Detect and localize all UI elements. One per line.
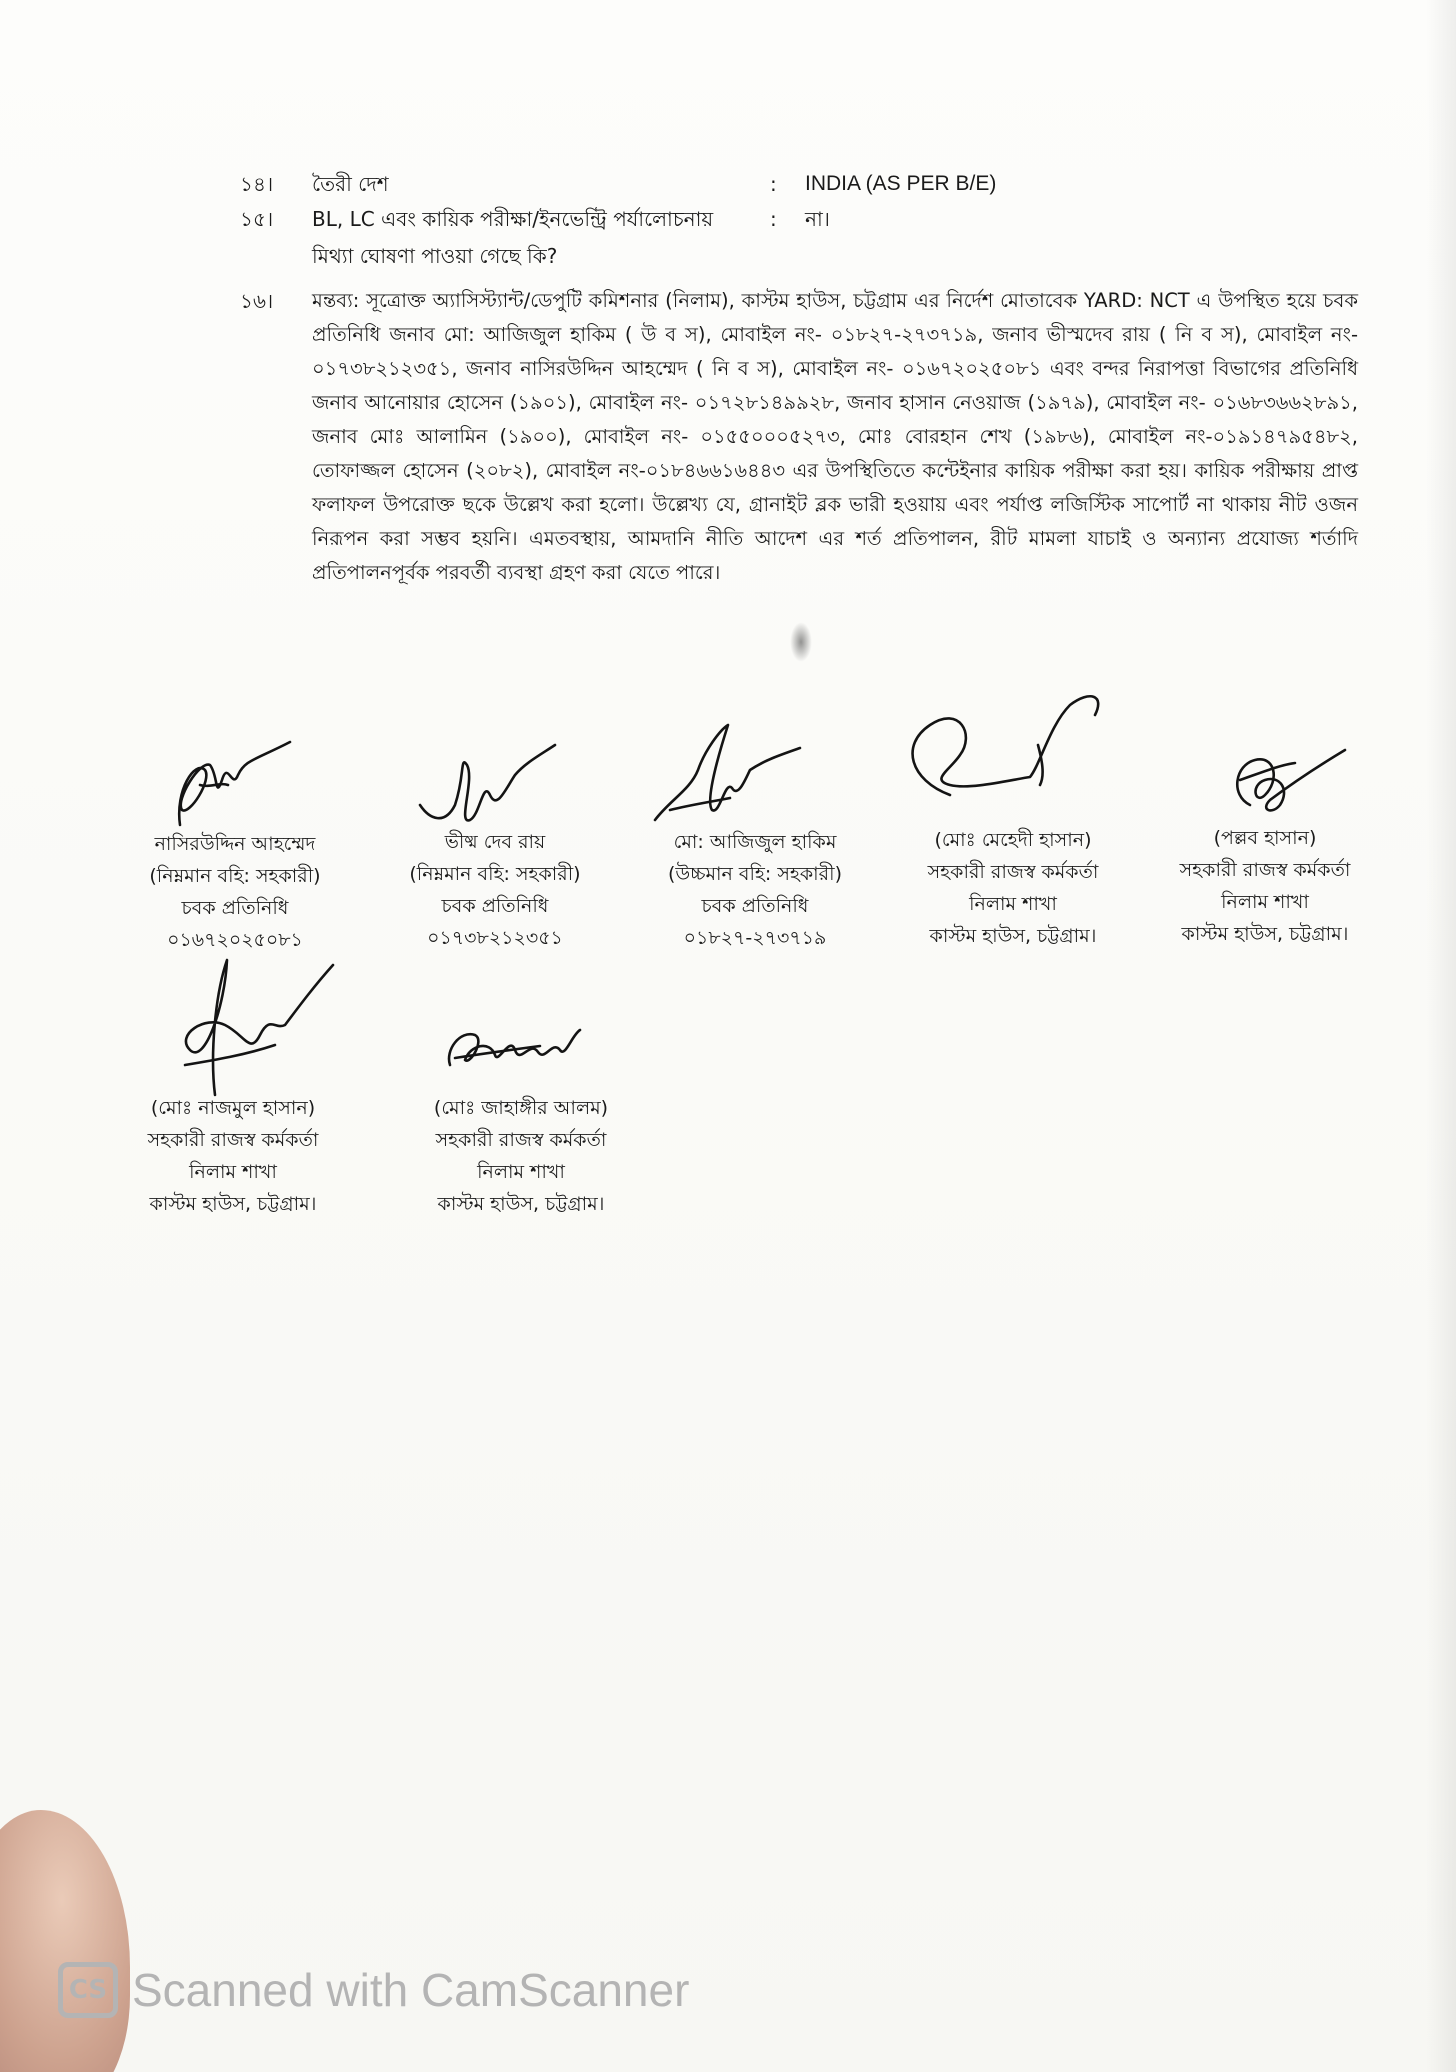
signatory-6-name: (মোঃ নাজমুল হাসান) bbox=[150, 1097, 316, 1119]
signatory-4-office: কাস্টম হাউস, চট্টগ্রাম। bbox=[929, 925, 1097, 947]
signatory-4-block bbox=[888, 824, 1138, 952]
signatory-3-phone: ০১৮২৭-২৭৩৭১৯ bbox=[683, 927, 827, 949]
page-edge-shadow bbox=[1426, 0, 1456, 2072]
signatory-2-designation: (নিম্নমান বহি: সহকারী) bbox=[409, 863, 581, 885]
signatory-6-org: নিলাম শাখা bbox=[189, 1161, 277, 1183]
remarks-paragraph: মন্তব্য: সূত্রোক্ত অ্যাসিস্ট্যান্ট/ডেপুটি কমিশনার (নিলাম), কাস্টম হাউস, চট্টগ্রাম এর নির্দেশ মোতাবেক YARD: NCT এ উপস্থিত হয়ে চবক প্রতিনিধি জনাব মো: আজিজুল হাকিম ( উ ব স), মোবাইল নং- ০১৮২৭-২৭৩৭১৯, জনাব ভীস্মদেব রায় ( নি ব স), মোবাইল নং- ০১৭৩৮২১২৩৫১, জনাব নাসিরউদ্দিন আহম্মেদ ( নি ব স), মোবাইল নং- ০১৬৭২০২৫০৮১ এবং বন্দর নিরাপত্তা বিভাগের প্রতিনিধি জনাব আনোয়ার হোসেন (১৯০১), মোবাইল নং- ০১৭২৮১৪৯৯২৮, জনাব হাসান নেওয়াজ (১৯৭৯), মোবাইল নং- ০১৬৮৩৬৬২৮৯১, জনাব মোঃ আলামিন (১৯০০), মোবাইল নং- ০১৫৫০০০৫২৭৩, মোঃ বোরহান শেখ (১৯৮৬), মোবাইল নং-০১৯১৪৭৯৫৪৮২, তোফাজ্জল হোসেন (২০৮২), মোবাইল নং-০১৮৪৬৬১৬৪৪৩ এর উপস্থিতিতে কন্টেইনার কায়িক পরীক্ষা করা হয়। কায়িক পরীক্ষায় প্রাপ্ত ফলাফল উপরোক্ত ছকে উল্লেখ করা হলো। উল্লেখ্য যে, গ্রানাইট ব্লক ভারী হওয়ায় এবং পর্যাপ্ত লজিস্টিক সাপোর্ট না থাকায় নীট ওজন নিরূপন করা সম্ভব হয়নি। এমতবস্থায়, আমদানি নীতি আদেশ এর শর্ত প্রতিপালন, রীট মামলা যাচাই ও অন্যান্য প্রযোজ্য শর্তাদি প্রতিপালনপূর্বক পরবর্তী ব্যবস্থা গ্রহণ করা যেতে পারে। bbox=[312, 289, 1358, 584]
signature-7-drawing bbox=[440, 1020, 590, 1080]
signatory-5-block bbox=[1140, 822, 1390, 950]
signatory-7-block bbox=[396, 1092, 646, 1220]
signature-3-drawing bbox=[650, 710, 810, 840]
camscanner-watermark bbox=[58, 1960, 689, 2020]
signatory-7-org: নিলাম শাখা bbox=[477, 1161, 565, 1183]
camscanner-text: Scanned with CamScanner bbox=[132, 1964, 690, 2016]
signatory-3-designation: (উচ্চমান বহি: সহকারী) bbox=[668, 863, 842, 885]
item-14-number: ১৪। bbox=[240, 172, 274, 196]
item-15-label-line1: BL, LC এবং কায়িক পরীক্ষা/ইনভেন্ট্রি পর্যালোচনায় bbox=[312, 207, 714, 231]
signatory-4-org: নিলাম শাখা bbox=[969, 893, 1057, 915]
signatory-5-name: (পল্লব হাসান) bbox=[1213, 827, 1317, 849]
item-15-value: না। bbox=[805, 207, 830, 231]
signatory-5-org: নিলাম শাখা bbox=[1221, 891, 1309, 913]
signatory-5-designation: সহকারী রাজস্ব কর্মকর্তা bbox=[1179, 859, 1351, 881]
signatory-5-office: কাস্টম হাউস, চট্টগ্রাম। bbox=[1181, 923, 1349, 945]
signatory-2-name: ভীষ্ম দেব রায় bbox=[444, 831, 546, 853]
signatory-3-block bbox=[630, 826, 880, 954]
item-14-label: তৈরী দেশ bbox=[312, 172, 389, 196]
item-15-number: ১৫। bbox=[240, 207, 274, 231]
item-15-label-line2: মিথ্যা ঘোষণা পাওয়া গেছে কি? bbox=[312, 244, 558, 268]
signatory-1-org: চবক প্রতিনিধি bbox=[181, 897, 289, 919]
signatory-7-designation: সহকারী রাজস্ব কর্মকর্তা bbox=[435, 1129, 607, 1151]
item-16-number: ১৬। bbox=[240, 289, 274, 313]
signature-4-drawing bbox=[890, 685, 1160, 815]
signatory-6-block bbox=[108, 1092, 358, 1220]
item-15-colon: : bbox=[770, 207, 777, 231]
signatory-1-block bbox=[110, 828, 360, 956]
signatory-7-name: (মোঃ জাহাঙ্গীর আলম) bbox=[433, 1097, 609, 1119]
signatory-4-designation: সহকারী রাজস্ব কর্মকর্তা bbox=[927, 861, 1099, 883]
signature-6-drawing bbox=[165, 955, 345, 1105]
signatory-6-designation: সহকারী রাজস্ব কর্মকর্তা bbox=[147, 1129, 319, 1151]
signatory-1-name: নাসিরউদ্দিন আহম্মেদ bbox=[154, 833, 316, 855]
item-15-label-line2-row bbox=[312, 242, 557, 270]
signatory-1-designation: (নিম্নমান বহি: সহকারী) bbox=[149, 865, 321, 887]
ink-smudge bbox=[790, 622, 812, 662]
signatory-3-name: মো: আজিজুল হাকিম bbox=[673, 831, 837, 853]
signatory-6-office: কাস্টম হাউস, চট্টগ্রাম। bbox=[149, 1193, 317, 1215]
signatory-2-block bbox=[370, 826, 620, 954]
item-14-colon: : bbox=[770, 172, 777, 196]
signatory-3-org: চবক প্রতিনিধি bbox=[701, 895, 809, 917]
camscanner-logo-icon: CS bbox=[58, 1962, 118, 2018]
item-14-value: INDIA (AS PER B/E) bbox=[805, 172, 997, 195]
finger-thumb bbox=[0, 1810, 130, 2072]
signatory-1-phone: ০১৬৭২০২৫০৮১ bbox=[167, 929, 303, 951]
signatory-7-office: কাস্টম হাউস, চট্টগ্রাম। bbox=[437, 1193, 605, 1215]
signatory-2-org: চবক প্রতিনিধি bbox=[441, 895, 549, 917]
signatory-2-phone: ০১৭৩৮২১২৩৫১ bbox=[427, 927, 563, 949]
signatory-4-name: (মোঃ মেহেদী হাসান) bbox=[934, 829, 1092, 851]
signature-1-drawing bbox=[160, 730, 310, 840]
